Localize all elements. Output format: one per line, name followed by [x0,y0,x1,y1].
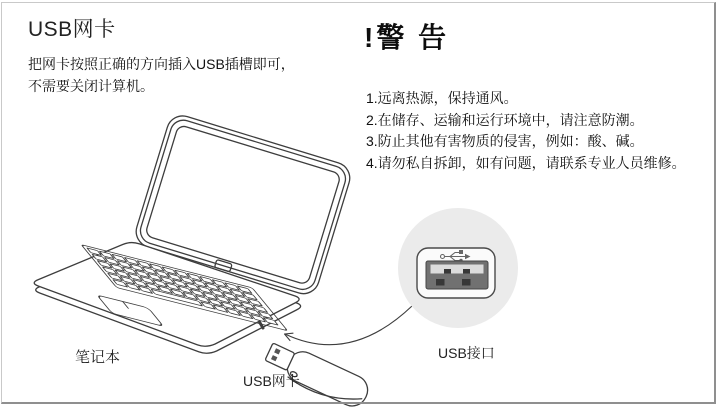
intro-description-line: 把网卡按照正确的方向插入USB插槽即可， [28,56,295,72]
adapter-label: USB网卡 [243,373,300,389]
warning-list [366,88,711,174]
laptop-label: 笔记本 [75,349,121,366]
warning-item: 4.请勿私自拆卸，如有问题，请联系专业人员维修。 [366,154,686,171]
insertion-arrow-icon [285,306,413,345]
warning-item: 2.在储存、运输和运行环境中，请注意防潮。 [366,111,644,128]
usb-port-circle [398,208,518,328]
usb-socket [426,261,488,289]
port-label: USB接口 [438,345,495,361]
section-intro [28,13,348,97]
page-title: USB网卡 [28,18,116,41]
intro-description-line: 不需要关闭计算机。 [28,78,154,94]
warning-item: 3.防止其他有害物质的侵害，例如：酸、碱。 [366,133,644,149]
warning-title: !警 告 [364,22,450,53]
warning-item: 1.远离热源，保持通风。 [366,90,518,106]
